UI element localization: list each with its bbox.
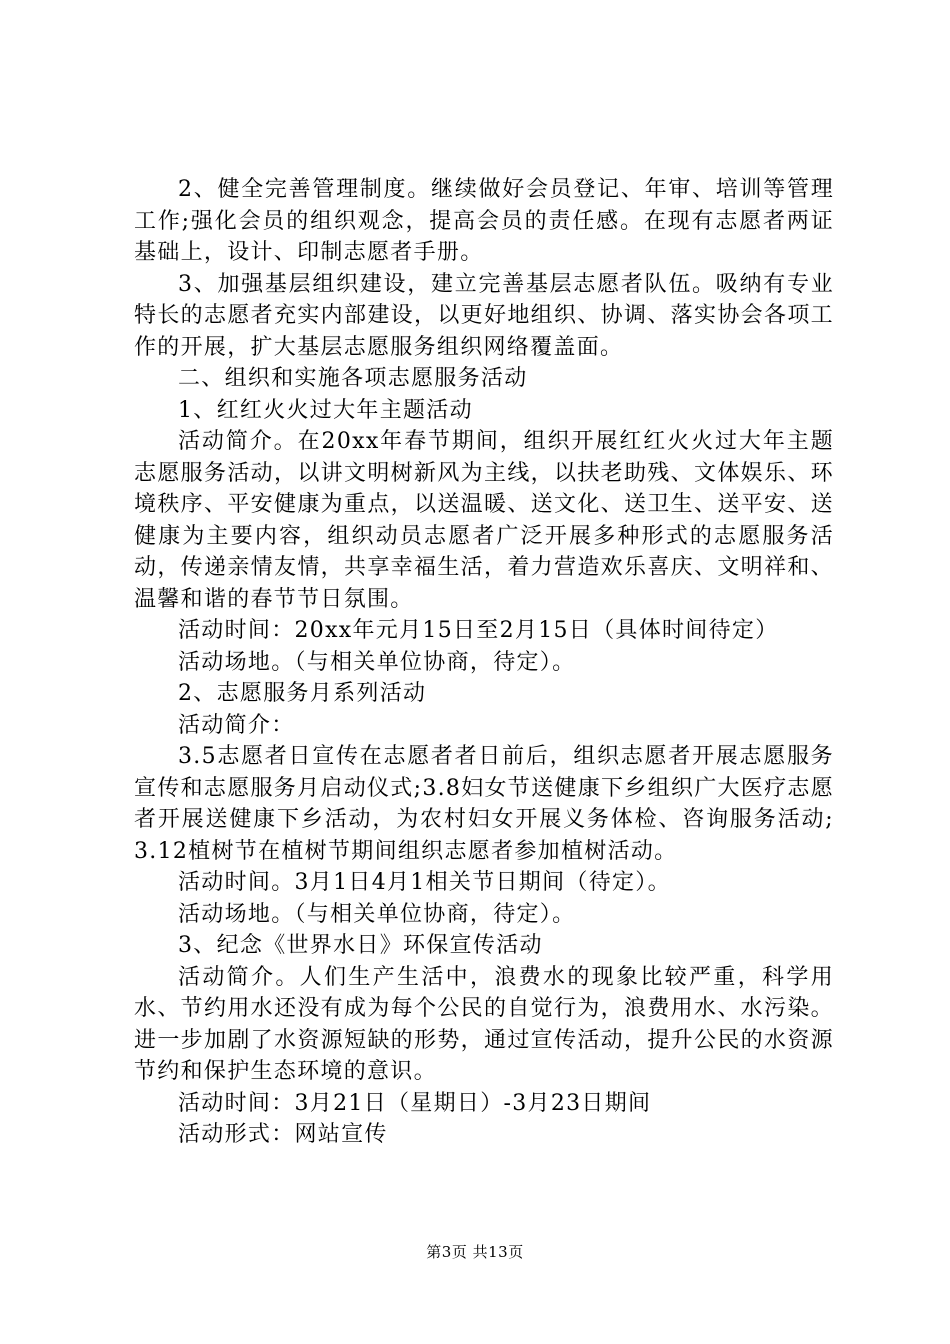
document-body	[134, 174, 834, 1151]
paragraph-spring-festival-intro: 活动简介。在20xx年春节期间，组织开展红红火火过大年主题志愿服务活动，以讲文明树新风为主线，以扶老助残、文体娱乐、环境秩序、平安健康为重点，以送温暖、送文化、送卫生、送平安、送健康为主要内容，组织动员志愿者广泛开展多种形式的志愿服务活动，传递亲情友情，共享幸福生活，着力营造欢乐喜庆、文明祥和、温馨和谐的春节节日氛围。	[134, 429, 834, 612]
paragraph-volunteer-month-venue: 活动场地。（与相关单位协商，待定）。	[178, 901, 576, 927]
section-heading-activities: 二、组织和实施各项志愿服务活动	[178, 366, 528, 391]
subheading-volunteer-month: 2、志愿服务月系列活动	[178, 681, 427, 706]
subheading-world-water-day: 3、纪念《世界水日》环保宣传活动	[178, 933, 543, 958]
subheading-spring-festival: 1、红红火火过大年主题活动	[178, 397, 473, 423]
paragraph-volunteer-month-intro-label: 活动简介：	[178, 712, 295, 738]
paragraph-management-system: 2、健全完善管理制度。继续做好会员登记、年审、培训等管理工作;强化会员的组织观念，提高会员的责任感。在现有志愿者两证基础上，设计、印制志愿者手册。	[134, 177, 834, 265]
paragraph-water-day-format: 活动形式：网站宣传	[178, 1122, 388, 1147]
paragraph-water-day-intro: 活动简介。人们生产生活中，浪费水的现象比较严重，科学用水、节约用水还没有成为每个公民的自觉行为，浪费用水、水污染。进一步加剧了水资源短缺的形势，通过宣传活动，提升公民的水资源节约和保护生态环境的意识。	[134, 964, 834, 1084]
paragraph-spring-festival-time: 活动时间：20xx年元月15日至2月15日（具体时间待定）	[178, 618, 779, 643]
paragraph-volunteer-month-time: 活动时间。3月1日4月1相关节日期间（待定）。	[178, 870, 671, 895]
paragraph-grassroots-organization: 3、加强基层组织建设，建立完善基层志愿者队伍。吸纳有专业特长的志愿者充实内部建设，以更好地组织、协调、落实协会各项工作的开展，扩大基层志愿服务组织网络覆盖面。	[134, 271, 834, 360]
paragraph-volunteer-month-intro: 3.5志愿者日宣传在志愿者者日前后，组织志愿者开展志愿服务宣传和志愿服务月启动仪式;3.8妇女节送健康下乡组织广大医疗志愿者开展送健康下乡活动，为农村妇女开展义务体检、咨询服务活动;3.12植树节在植树节期间组织志愿者参加植树活动。	[134, 744, 835, 864]
paragraph-water-day-time: 活动时间：3月21日（星期日）-3月23日期间	[178, 1090, 652, 1116]
paragraph-spring-festival-venue: 活动场地。（与相关单位协商，待定）。	[178, 649, 576, 675]
page-number-footer: 第3页 共13页	[426, 1243, 524, 1261]
